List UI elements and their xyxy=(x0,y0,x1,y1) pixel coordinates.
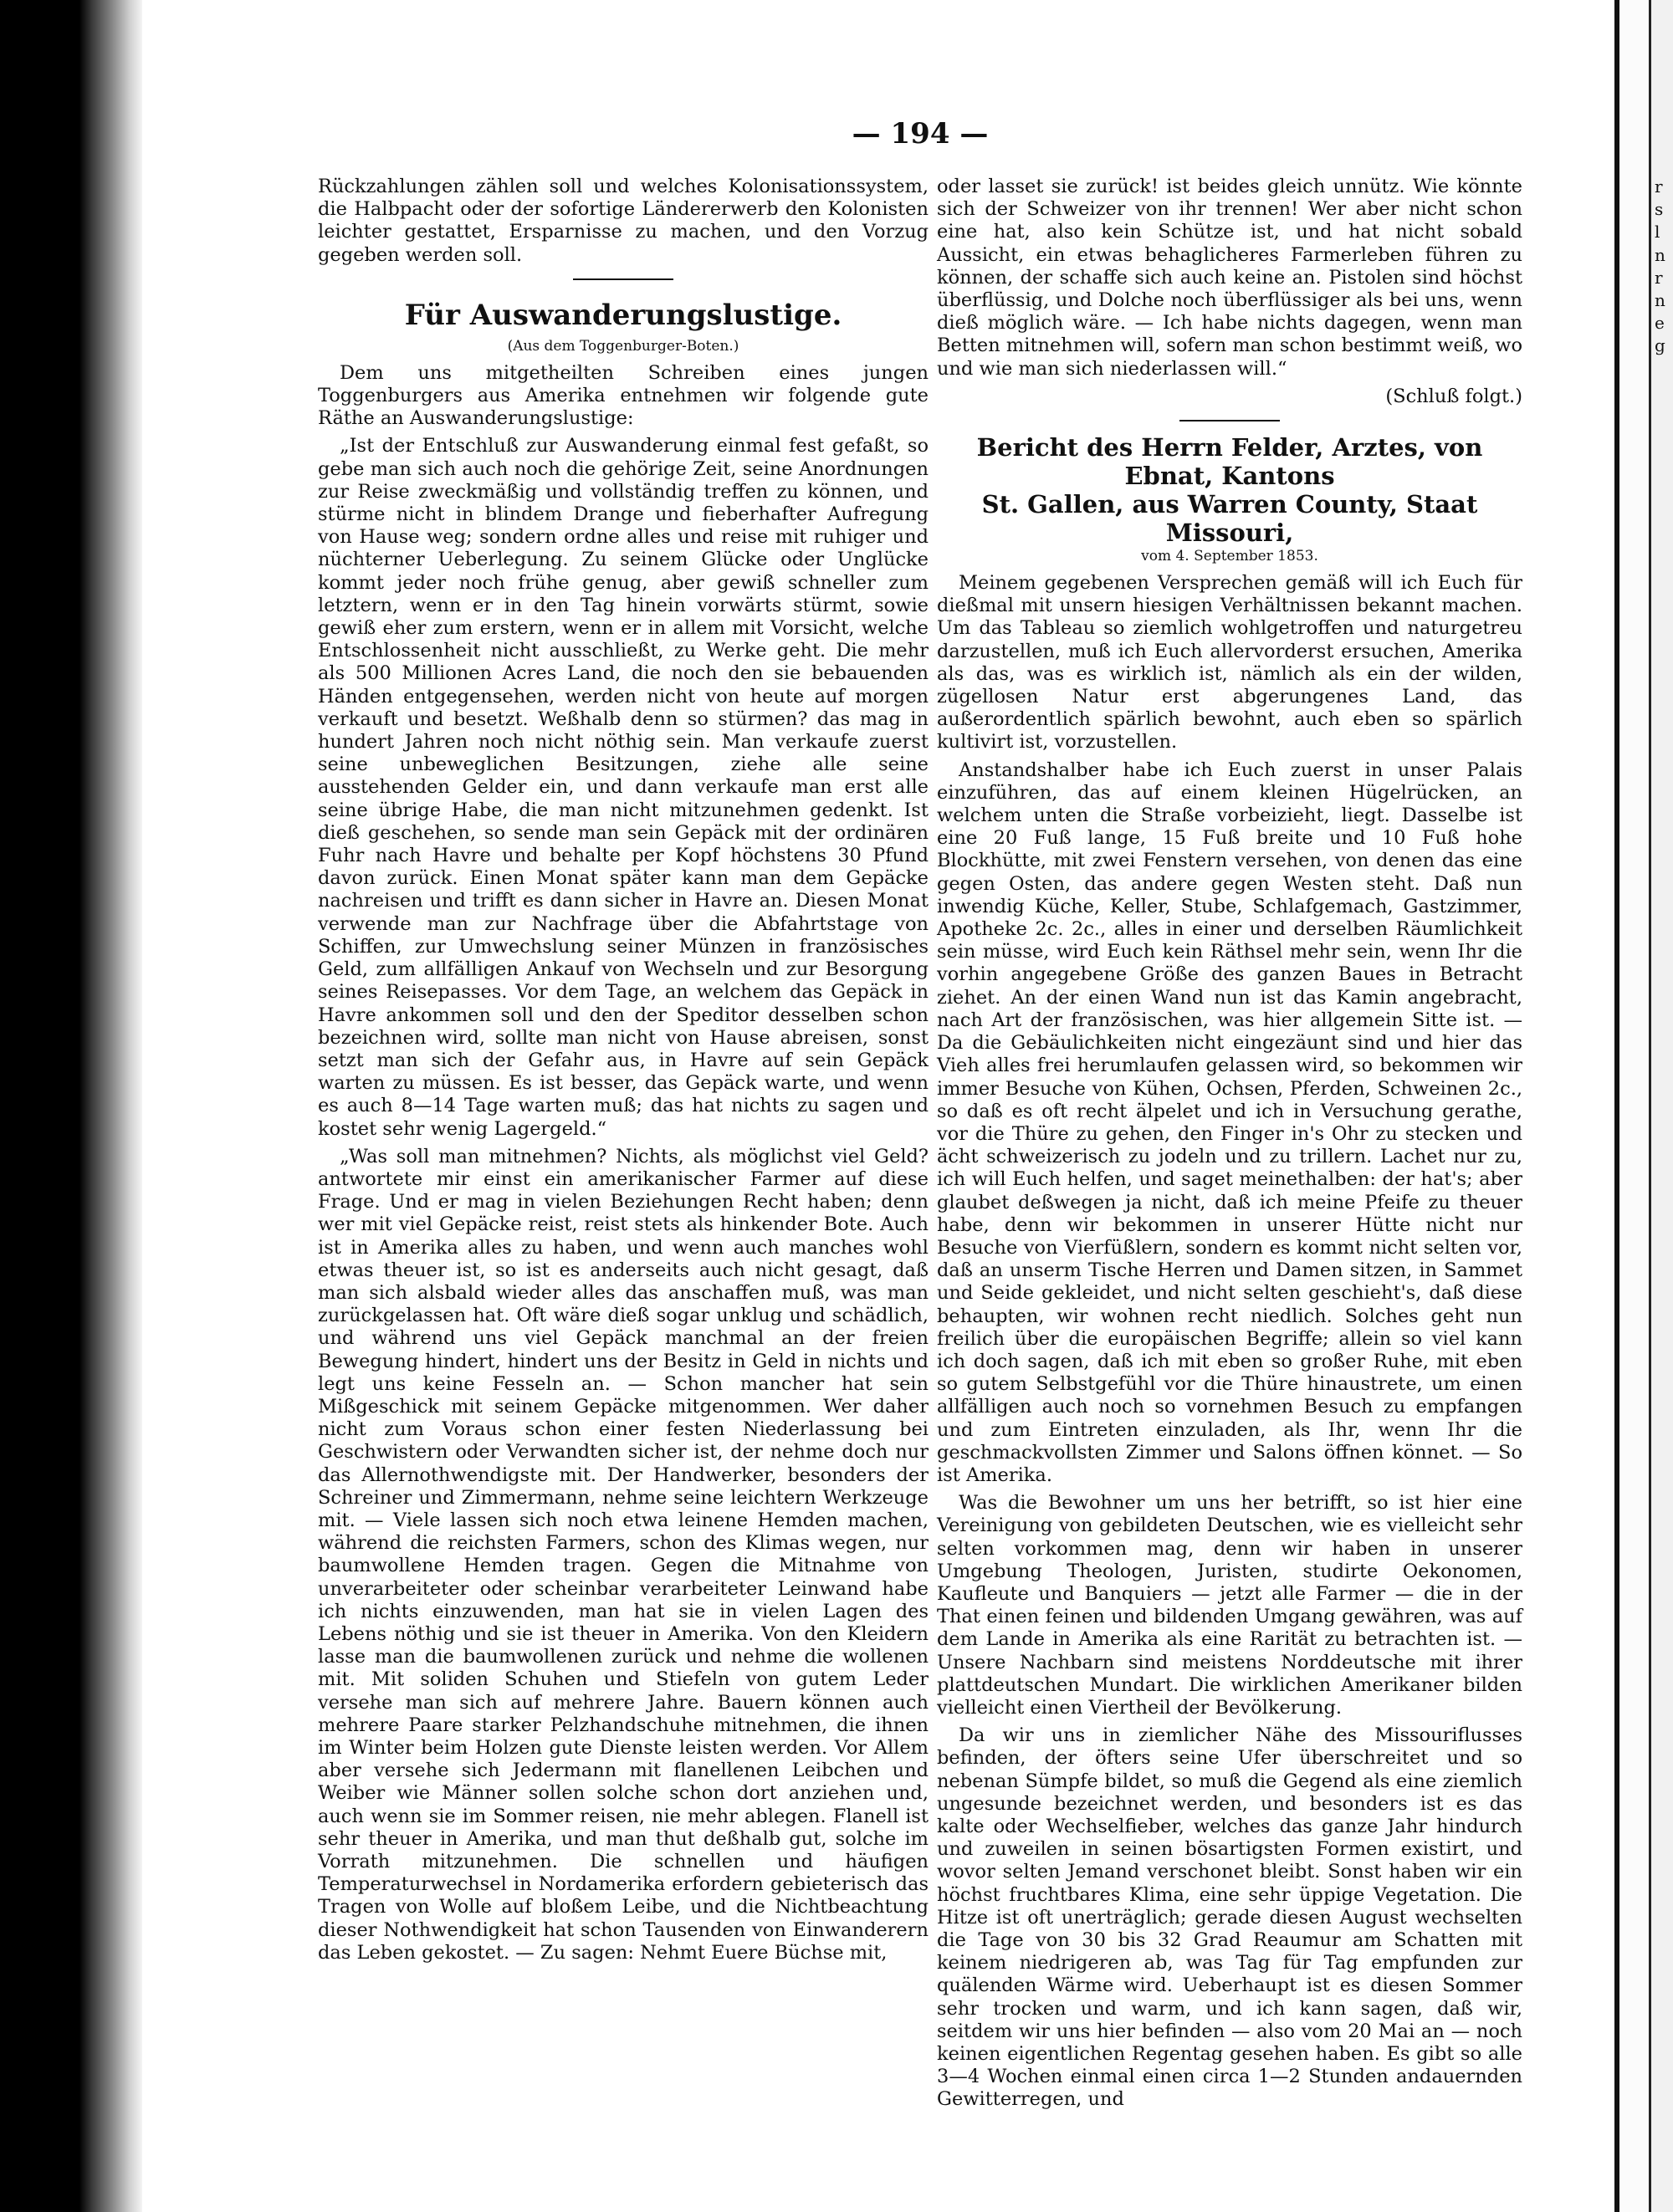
edge-fragment: n xyxy=(1655,244,1665,265)
paragraph: „Ist der Entschluß zur Auswanderung einmal fest gefaßt, so gebe man sich auch noch die gehörige Zeit, seine Anordnungen zur Reise zweckmäßig und vollständig treffen zu können, und stürme nicht in blindem Drange und fieberhafter Aufregung von Hause weg; sondern ordne alles und reise mit ruhiger und nüchterner Ueberlegung. Zu seinem Glücke oder Unglücke kommt jeder noch frühe genug, aber gewiß schneller zum letztern, wenn er in den Tag hinein vorwärts stürmt, sowie gewiß eher zum erstern, wenn er in allem mit Vorsicht, welche Entschlossenheit nicht ausschließt, zu Werke geht. Die mehr als 500 Millionen Acres Land, die noch den sie bebauenden Händen entgegensehen, werden nicht von heute auf morgen verkauft und besetzt. Weßhalb denn so stürmen? das mag in hundert Jahren noch nicht nöthig sein. Man verkaufe zuerst seine unbeweglichen Besitzungen, ziehe alle seine ausstehenden Gelder ein, und dann verkaufe man erst alle seine übrige Habe, die man nicht mitzunehmen gedenkt. Ist dieß geschehen, so sende man sein Gepäck mit der ordinären Fuhr nach Havre und behalte per Kopf höchstens 30 Pfund davon zurück. Einen Monat später kann man dem Gepäcke nachreisen und trifft es dann sicher in Havre an. Diesen Monat verwende man zur Nachfrage über die Abfahrtstage von Schiffen, zur Umwechslung seiner Münzen in französisches Geld, zum allfälligen Ankauf von Wechseln und zur Besorgung seines Reisepasses. Vor dem Tage, an welchem das Gepäck in Havre ankommen soll und den der Speditor desselben schon bezeichnen wird, sollte man nicht von Hause abreisen, sonst setzt man sich der Gefahr aus, in Havre auf sein Gepäck warten zu müssen. Es ist besser, das Gepäck warte, und wenn es auch 8—14 Tage warten muß; das hat nichts zu sagen und kostet sehr wenig Lagergeld.“ xyxy=(318,435,929,1140)
edge-fragment: r xyxy=(1655,176,1663,197)
left-intro: Rückzahlungen zählen soll und welches Kolonisationssystem, die Halbpacht oder der sofortige Ländererwerb den Kolonisten leichter gestattet, Ersparnisse zu machen, und den Vorzug gegeben werden soll. xyxy=(318,176,929,266)
right-column xyxy=(937,176,1522,2117)
report-date: vom 4. September 1853. xyxy=(1141,548,1318,565)
report-title-line-1: Bericht des Herrn Felder, Arztes, von Ebnat, Kantons xyxy=(976,433,1483,491)
paragraph: Dem uns mitgetheilten Schreiben eines jungen Toggenburgers aus Amerika entnehmen wir folgende gute Räthe an Auswanderungslustige: xyxy=(318,361,929,430)
continuation-note: (Schluß folgt.) xyxy=(1385,385,1522,407)
edge-fragment: s xyxy=(1655,199,1664,220)
paragraph: Meinem gegebenen Versprechen gemäß will ich Euch für dießmal mit unsern hiesigen Verhältnissen bekannt machen. Um das Tableau so ziemlich wohlgetroffen und naturgetreu darzustellen, muß ich Euch allervorderst ersuchen, Amerika als das, was es wirklich ist, nämlich als ein der wilden, zügellosen Natur erst abgerungenes Land, das außerordentlich spärlich bewohnt, auch eben so spärlich kultivirt ist, vorzustellen. xyxy=(937,572,1522,754)
paragraph: „Was soll man mitnehmen? Nichts, als möglichst viel Geld? antwortete mir einst ein amerikanischer Farmer auf diese Frage. Und er mag in vielen Beziehungen Recht haben; denn wer mit viel Gepäcke reist, reist stets als hinkender Bote. Auch ist in Amerika alles zu haben, und wenn auch manches wohl etwas theuer ist, so ist es anderseits auch nicht gesagt, daß man sich alsbald wieder alles das anschaffen muß, was man zurückgelassen hat. Oft wäre dieß sogar unklug und schädlich, und während uns viel Gepäck manchmal an der freien Bewegung hindert, hindert uns der Besitz in Geld in nichts und legt uns keine Fesseln an. — Schon mancher hat sein Mißgeschick mit seinem Gepäcke mitgenommen. Wer daher nicht zum Voraus schon einer festen Niederlassung bei Geschwistern oder Verwandten sicher ist, der nehme doch nur das Allernothwendigste mit. Der Handwerker, besonders der Schreiner und Zimmermann, nehme seine leichtern Werkzeuge mit. — Viele lassen sich noch etwa leinene Hemden machen, während die reichsten Farmers, schon des Klimas wegen, nur baumwollene Hemden tragen. Gegen die Mitnahme von unverarbeiteter oder scheinbar verarbeiteter Leinwand habe ich nichts einzuwenden, man hat sie in vielen Lagen des Lebens nöthig und sie ist theuer in Amerika. Von den Kleidern lasse man die baumwollenen zurück und nehme die wollenen mit. Mit soliden Schuhen und Stiefeln von gutem Leder versehe man sich auf mehrere Jahre. Bauern können auch mehrere Paare starker Pelzhandschuhe mitnehmen, die ihnen im Winter beim Holzen gute Dienste leisten werden. Vor Allem aber versehe sich Jedermann mit flanellenen Leibchen und Weiber wie Männer sollen solche schon dort anziehen und, auch wenn sie im Sommer reisen, nie mehr ablegen. Flanell ist sehr theuer in Amerika, und man thut deßhalb gut, solche im Vorrath mitzunehmen. Die schnellen und häufigen Temperaturwechsel in Nordamerika erfordern gebieterisch das Tragen von Wolle auf bloßem Leibe, und die Nichtbeachtung dieser Nothwendigkeit hat schon Tausenden von Einwanderern das Leben gekostet. — Zu sagen: Nehmt Euere Büchse mit, xyxy=(318,1145,929,1964)
article-source: (Aus dem Toggenburger-Boten.) xyxy=(507,337,739,355)
left-column xyxy=(318,176,929,1969)
edge-fragment: l xyxy=(1655,222,1660,243)
edge-fragment: g xyxy=(1655,335,1665,356)
report-title-line-2: St. Gallen, aus Warren County, Staat Missouri, xyxy=(981,490,1478,548)
right-continuation: oder lasset sie zurück! ist beides gleich unnütz. Wie könnte sich der Schweizer von ihr trennen! Wer aber nicht schon eine hat, also kein Schütze ist, und hat nicht sobald Aussicht, ein etwas behaglicheres Farmerleben führen zu können, der schaffe sich auch keine an. Pistolen sind höchst überflüssig, und Dolche noch überflüssiger als bei uns, wenn dieß möglich wäre. — Ich habe nichts dagegen, wenn man Betten mitnehmen will, sofern man schon bestimmt weiß, wo und wie man sich niederlassen will.“ xyxy=(937,176,1522,380)
next-page-edge-fragments xyxy=(1655,176,1671,358)
separator-rule xyxy=(573,278,673,280)
article-title: Für Auswanderungslustige. xyxy=(404,298,842,332)
paragraph: Da wir uns in ziemlicher Nähe des Missouriflusses befinden, der öfters seine Ufer überschreitet und so nebenan Sümpfe bildet, so muß die Gegend als eine ziemlich ungesunde bezeichnet werden, und besonders ist es das kalte oder Wechselfieber, welches das ganze Jahr hindurch und zuweilen in seinen bösartigsten Formen existirt, und wovor selten Jemand verschonet bleibt. Sonst haben wir ein höchst fruchtbares Klima, eine sehr üppige Vegetation. Die Hitze ist oft unerträglich; gerade diesen August wechselten die Tage von 30 bis 32 Grad Reaumur am Schatten mit keinem niedrigeren ab, was Tag für Tag empfunden zur quälenden Wärme wird. Ueberhaupt ist es diesen Sommer sehr trocken und warm, und ich kann sagen, daß wir, seitdem wir uns hier befinden — also vom 20 Mai an — noch keinen eigentlichen Regentag gesehen haben. Es gibt so alle 3—4 Wochen einmal einen circa 1—2 Stunden andauernden Gewitterregen, und xyxy=(937,1724,1522,2111)
paragraph: Was die Bewohner um uns her betrifft, so ist hier eine Vereinigung von gebildeten Deutschen, wie es vielleicht sehr selten vorkommen mag, denn wir haben in unserer Umgebung Theologen, Juristen, studirte Oekonomen, Kaufleute und Banquiers — jetzt alle Farmer — die in der That einen feinen und bildenden Umgang gewähren, was auf dem Lande in Amerika als eine Rarität zu betrachten ist. — Unsere Nachbarn sind meistens Norddeutsche mit ihrer plattdeutschen Mundart. Die wirklichen Amerikaner bilden vielleicht einen Viertheil der Bevölkerung. xyxy=(937,1492,1522,1719)
edge-fragment: n xyxy=(1655,290,1665,311)
paragraph: Anstandshalber habe ich Euch zuerst in unser Palais einzuführen, das auf einem kleinen Hügelrücken, an welchem unten die Straße vorbeizieht, liegt. Dasselbe ist eine 20 Fuß lange, 15 Fuß breite und 10 Fuß hohe Blockhütte, mit zwei Fenstern versehen, von denen das eine gegen Osten, das andere gegen Westen steht. Daß nun inwendig Küche, Keller, Stube, Schlafgemach, Gastzimmer, Apotheke 2c. 2c., alles in einer und derselben Räumlichkeit sein müsse, wird Euch kein Räthsel mehr sein, wenn Ihr die vorhin angegebene Größe des ganzen Baues in Betracht ziehet. An der einen Wand nun ist das Kamin angebracht, nach Art der französischen, was hier allgemein Sitte ist. — Da die Gebäulichkeiten nicht eingezäunt sind und hier das Vieh alles frei herumlaufen gelassen wird, so bekommen wir immer Besuche von Kühen, Ochsen, Pferden, Schweinen 2c., so daß es oft recht älpelet und ich in Versuchung gerathe, vor die Thüre zu gehen, den Finger in's Ohr zu stecken und ächt schweizerisch zu jodeln und zu trillern. Lachet nur zu, ich will Euch helfen, und saget meinethalben: der hat's; aber glaubet deßwegen ja nicht, daß ich meine Pfeife zu theuer habe, denn wir bekommen in unserer Hütte nicht nur Besuche von Vierfüßlern, sondern es kommt nicht selten vor, daß an unserm Tische Herren und Damen sitzen, in Sammet und Seide gekleidet, und nicht selten geschieht's, daß diese behaupten, wir wohnen recht niedlich. Solches geht nun freilich über die europäischen Begriffe; allein so viel kann ich doch sagen, daß ich mit eben so großer Ruhe, mit eben so gutem Selbstgefühl vor die Thüre hinaustrete, um einen allfälligen auch noch so vornehmen Besuch zu empfangen und zum Eintreten einzuladen, als Ihr, wenn Ihr die geschmackvollsten Zimmer und Salons öffnen könnet. — So ist Amerika. xyxy=(937,759,1522,1486)
edge-fragment: r xyxy=(1655,267,1663,288)
separator-rule xyxy=(1179,420,1280,421)
edge-fragment: e xyxy=(1655,313,1665,334)
page-number: — 194 — xyxy=(852,117,989,151)
